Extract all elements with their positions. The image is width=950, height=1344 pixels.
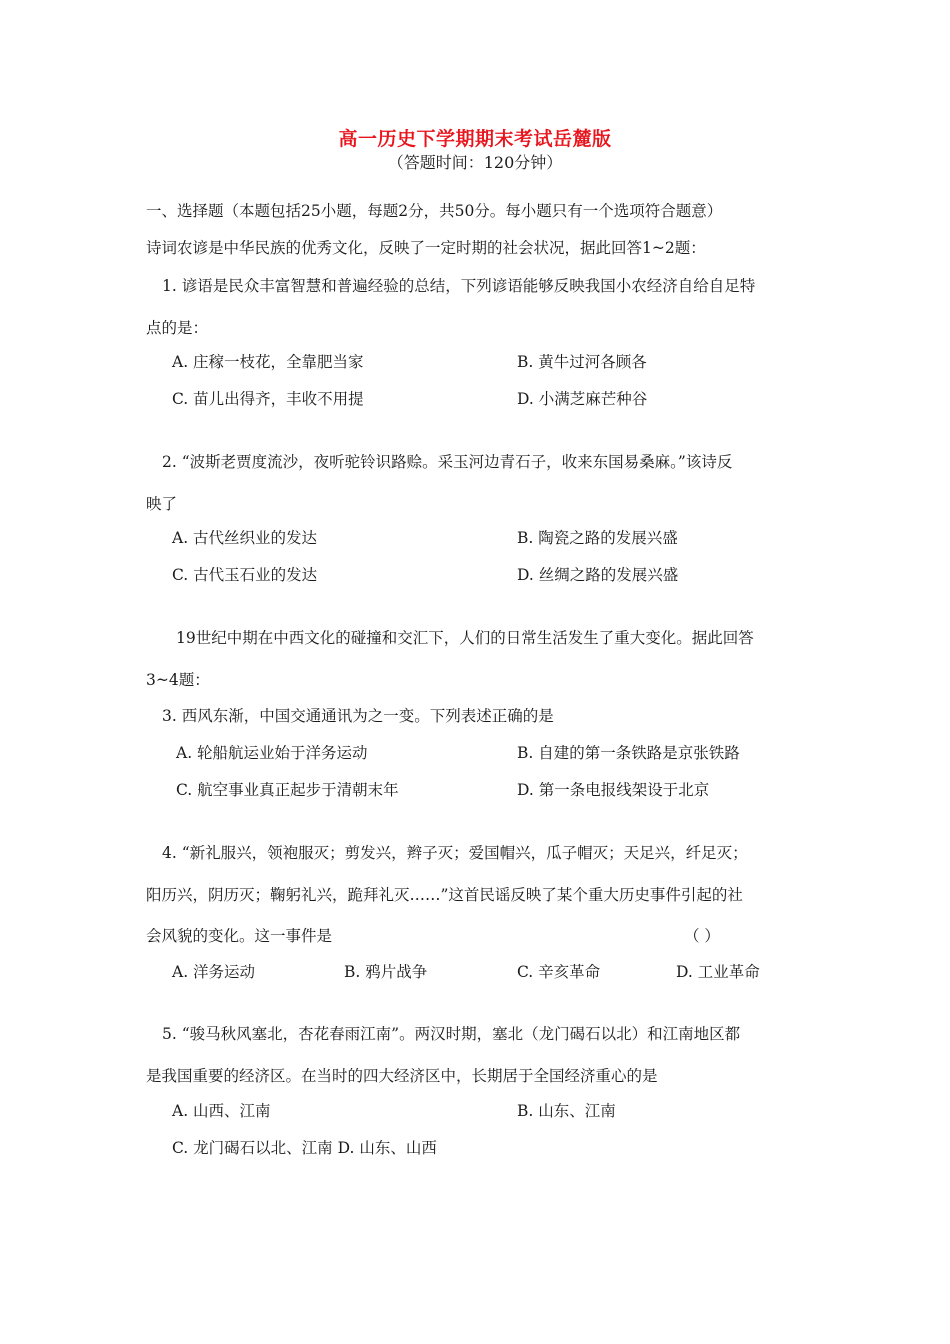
question-1-stem: 1. 谚语是民众丰富智慧和普遍经验的总结，下列谚语能够反映我国小农经济自给自足特 [162,277,756,295]
question-2-option-b: B. 陶瓷之路的发展兴盛 [517,529,678,547]
question-1-stem-cont: 点的是： [146,319,209,337]
question-1-option-c: C. 苗儿出得齐，丰收不用提 [172,390,364,408]
section-heading: 一、选择题（本题包括25小题，每题2分，共50分。每小题只有一个选项符合题意） [146,202,723,220]
question-4-option-a: A. 洋务运动 [172,963,256,981]
intro-questions-3-4-cont: 3~4题： [146,671,210,689]
question-4-option-c: C. 辛亥革命 [517,963,601,981]
page-title: 高一历史下学期期末考试岳麓版 [338,128,612,150]
question-5-option-a: A. 山西、江南 [172,1102,271,1120]
page-subtitle: （答题时间：120分钟） [387,153,563,172]
question-2-stem-cont: 映了 [146,495,178,513]
question-5-option-b: B. 山东、江南 [517,1102,616,1120]
question-1-option-b: B. 黄牛过河各顾各 [517,353,647,371]
question-2-option-a: A. 古代丝织业的发达 [172,529,318,547]
question-4-option-d: D. 工业革命 [676,963,760,981]
question-5-option-c-d: C. 龙门碣石以北、江南 D. 山东、山西 [172,1139,437,1157]
question-3-option-a: A. 轮船航运业始于洋务运动 [176,744,368,762]
question-3-stem: 3. 西风东渐，中国交通通讯为之一变。下列表述正确的是 [162,707,554,725]
question-3-option-c: C. 航空事业真正起步于清朝末年 [176,781,399,799]
question-1-option-a: A. 庄稼一枝花，全靠肥当家 [172,353,364,371]
intro-questions-3-4: 19世纪中期在中西文化的碰撞和交汇下，人们的日常生活发生了重大变化。据此回答 [176,629,754,647]
question-2-option-c: C. 古代玉石业的发达 [172,566,318,584]
intro-questions-1-2: 诗词农谚是中华民族的优秀文化，反映了一定时期的社会状况，据此回答1~2题： [146,239,706,257]
question-4-stem: 4. “新礼服兴，领袍服灭；剪发兴，辫子灭；爱国帽兴，瓜子帽灭；天足兴，纤足灭； [162,844,748,862]
question-5-stem: 5. “骏马秋风塞北，杏花春雨江南”。两汉时期，塞北（龙门碣石以北）和江南地区都 [162,1025,741,1043]
answer-parentheses: （ ） [684,927,720,945]
question-2-option-d: D. 丝绸之路的发展兴盛 [517,566,679,584]
question-3-option-b: B. 自建的第一条铁路是京张铁路 [517,744,740,762]
question-5-stem-cont: 是我国重要的经济区。在当时的四大经济区中，长期居于全国经济重心的是 [146,1067,658,1085]
question-3-option-d: D. 第一条电报线架设于北京 [517,781,710,799]
question-4-stem-cont-2: 会风貌的变化。这一事件是 [146,927,333,945]
question-1-option-d: D. 小满芝麻芒种谷 [517,390,648,408]
question-4-option-b: B. 鸦片战争 [344,963,428,981]
question-2-stem: 2. “波斯老贾度流沙，夜听驼铃识路赊。采玉河边青石子，收来东国易桑麻。”该诗反 [162,453,733,471]
question-4-stem-cont: 阳历兴，阴历灭；鞠躬礼兴，跪拜礼灭……”这首民谣反映了某个重大历史事件引起的社 [146,886,743,904]
